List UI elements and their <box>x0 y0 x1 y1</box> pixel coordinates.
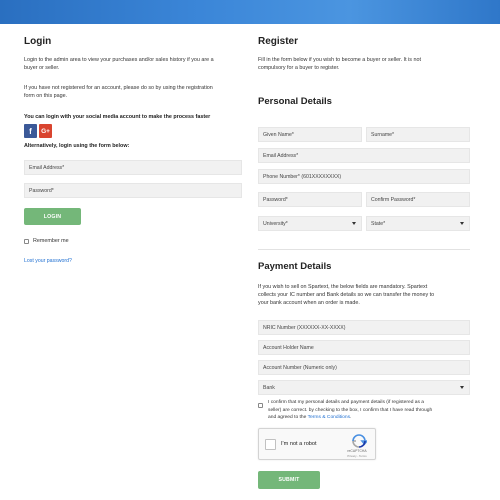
chevron-down-icon <box>460 222 464 225</box>
nric-input[interactable] <box>258 320 470 335</box>
not-registered-line: If you have not registered for an account, please do so by using the registration <box>24 85 213 91</box>
recaptcha-checkbox[interactable] <box>265 439 276 450</box>
google-plus-icon: G+ <box>41 127 50 135</box>
remember-me-checkbox[interactable] <box>24 239 29 244</box>
social-login-text <box>24 113 210 121</box>
phone-placeholder: Phone Number* (601XXXXXXXX) <box>263 173 342 180</box>
terms-conditions-link[interactable]: Terms & Conditions <box>307 415 351 421</box>
login-button[interactable]: LOGIN <box>24 208 81 225</box>
page-content <box>0 24 500 500</box>
given-name-placeholder: Given Name* <box>263 131 294 138</box>
login-heading: Login <box>24 36 52 47</box>
payment-intro-line: collects your IC number and Bank details so we can transfer the money to <box>258 292 435 299</box>
payment-intro <box>258 283 434 308</box>
nric-placeholder: NRIC Number (XXXXXX-XX-XXXX) <box>263 324 346 331</box>
chevron-down-icon <box>460 386 464 389</box>
payment-details-heading: Payment Details <box>258 261 332 272</box>
state-select[interactable] <box>366 216 470 231</box>
personal-details-heading: Personal Details <box>258 96 332 107</box>
login-email-input[interactable] <box>24 160 242 175</box>
submit-button[interactable]: SUBMIT <box>258 471 320 489</box>
social-login-label: You can login with your social media account to make the process faster <box>24 114 211 120</box>
confirm-details-line <box>268 414 473 422</box>
register-intro-line: compulsory for a buyer to register. <box>258 65 340 72</box>
top-banner <box>0 0 500 24</box>
login-email-placeholder: Email Address* <box>29 164 65 171</box>
university-selected-value: University* <box>263 220 288 227</box>
account-holder-input[interactable] <box>258 340 470 355</box>
register-email-placeholder: Email Address* <box>263 152 299 159</box>
recaptcha-widget <box>258 428 376 460</box>
account-number-placeholder: Account Number (Numeric only) <box>263 364 337 371</box>
recaptcha-terms: Privacy - Terms <box>347 454 367 458</box>
payment-intro-line: your bank account when an order is made. <box>258 300 360 307</box>
social-login-buttons <box>24 124 52 138</box>
login-password-input[interactable] <box>24 183 242 198</box>
recaptcha-brand: reCAPTCHA <box>347 449 367 453</box>
lost-password-link[interactable]: Lost your password? <box>24 258 72 264</box>
register-heading: Register <box>258 36 299 47</box>
chevron-down-icon <box>352 222 356 225</box>
register-password-input[interactable] <box>258 192 362 207</box>
not-registered-text <box>24 84 213 100</box>
university-select[interactable] <box>258 216 362 231</box>
login-intro-line: Login to the admin area to view your purchases and/or sales history if you are a <box>24 57 214 63</box>
register-password-placeholder: Password* <box>263 196 288 203</box>
facebook-icon: f <box>29 126 32 136</box>
section-divider <box>258 249 470 250</box>
confirm-password-placeholder: Confirm Password* <box>371 196 416 203</box>
confirm-details-prefix: and agreed to the <box>268 415 308 421</box>
bank-select[interactable] <box>258 380 470 395</box>
recaptcha-label: I'm not a robot <box>281 441 317 447</box>
register-intro <box>258 56 421 72</box>
confirm-details-suffix: . <box>350 415 352 421</box>
state-selected-value: State* <box>371 220 386 227</box>
bank-selected-value: Bank <box>263 384 275 391</box>
confirm-details-text <box>268 399 473 422</box>
surname-input[interactable] <box>366 127 470 142</box>
login-intro <box>24 56 214 72</box>
recaptcha-logo-icon <box>351 434 367 448</box>
alternative-login-text <box>24 142 129 150</box>
confirm-details-checkbox[interactable] <box>258 403 263 408</box>
register-intro-line: Fill in the form below if you wish to become a buyer or seller. It is not <box>258 57 421 63</box>
confirm-details-line: I confirm that my personal details and payment details (if registered as a <box>268 400 425 405</box>
given-name-input[interactable] <box>258 127 362 142</box>
confirm-details-line: seller) are correct. by checking to the box, I confirm that I have read through <box>268 407 433 413</box>
account-number-input[interactable] <box>258 360 470 375</box>
register-email-input[interactable] <box>258 148 470 163</box>
remember-me-label: Remember me <box>33 238 69 244</box>
alternative-login-label: Alternatively, login using the form below: <box>24 143 130 149</box>
surname-placeholder: Surname* <box>371 131 395 138</box>
facebook-login-button[interactable] <box>24 124 37 138</box>
confirm-password-input[interactable] <box>366 192 470 207</box>
google-plus-login-button[interactable] <box>39 124 52 138</box>
not-registered-line: form on this page. <box>24 93 68 100</box>
login-password-placeholder: Password* <box>29 187 54 194</box>
phone-input[interactable] <box>258 169 470 184</box>
account-holder-placeholder: Account Holder Name <box>263 344 314 351</box>
payment-intro-line: If you wish to sell on Spartext, the below fields are mandatory. Spartext <box>258 284 428 290</box>
login-intro-line: buyer or seller. <box>24 65 60 72</box>
